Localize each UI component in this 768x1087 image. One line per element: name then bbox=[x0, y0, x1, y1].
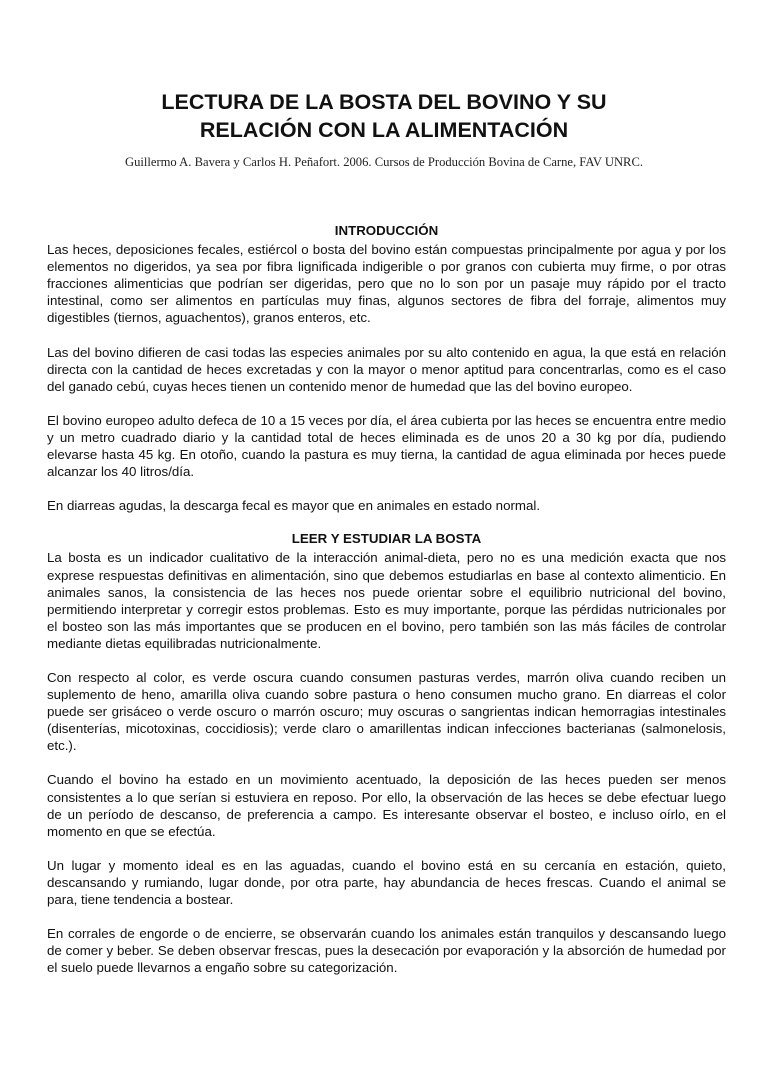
section-heading: LEER Y ESTUDIAR LA BOSTA bbox=[291, 531, 482, 547]
document-title bbox=[100, 88, 668, 144]
paragraph: Las heces, deposiciones fecales, estiércol o bosta del bovino están compuestas principalmente por agua y por los elementos no digeridos, ya sea por fibra lignificada indigerible o por granos con cubierta muy firme, o por otras fracciones alimenticias que podrían ser digeridas, pero que no lo son por un pasaje muy rápido por el tracto intestinal, como ser alimentos en partículas muy finas, algunos sectores de fibra del forraje, alimentos muy digestibles (tiernos, aguachentos), granos enteros, etc. bbox=[47, 242, 726, 326]
section-introduccion bbox=[47, 222, 726, 514]
document-body bbox=[47, 222, 726, 993]
paragraph: La bosta es un indicador cualitativo de la interacción animal-dieta, pero no es una medición exacta que nos exprese respuestas definitivas en alimentación, sino que debemos estudiarlas en base al contexto alimenticio. En animales sanos, la consistencia de las heces nos puede orientar sobre el equilibrio nutricional del bovino, permitiendo interpretar y corregir estos problemas. Esto es muy importante, porque las pérdidas nutricionales por el bosteo son las más importantes que se producen en el bovino, pero también son las más fáciles de controlar mediante dietas equilibradas nutricionalmente. bbox=[47, 550, 726, 651]
paragraph: En corrales de engorde o de encierre, se observarán cuando los animales están tranquilos y descansando luego de comer y beber. Se deben observar frescas, pues la desecación por evaporación y la absorción de humedad por el suelo puede llevarnos a engaño sobre su categorización. bbox=[47, 926, 726, 976]
paragraph: Con respecto al color, es verde oscura cuando consumen pasturas verdes, marrón oliva cuando reciben un suplemento de heno, amarilla oliva cuando sobre pastura o heno consumen mucho grano. En diarreas el color puede ser grisáceo o verde oscuro o marrón oscuro; muy oscuras o sangrientas indican hemorragias intestinales (disenterías, micotoxinas, coccidiosis); verde claro o amarillentas indican infecciones bacterianas (salmonelosis, etc.). bbox=[47, 669, 726, 754]
paragraph: Un lugar y momento ideal es en las aguadas, cuando el bovino está en su cercanía en estación, quieto, descansando y rumiando, lugar donde, por otra parte, hay abundancia de heces frescas. Cuando el animal se para, tiene tendencia a bostear. bbox=[47, 857, 726, 907]
paragraph: Cuando el bovino ha estado en un movimiento acentuado, la deposición de las heces pueden ser menos consistentes a lo que serían si estuviera en reposo. Por ello, la observación de las heces se debe efectuar luego de un período de descanso, de preferencia a campo. Es interesante observar el bosteo, e incluso oírlo, en el momento en que se efectúa. bbox=[47, 772, 726, 839]
paragraph: En diarreas agudas, la descarga fecal es mayor que en animales en estado normal. bbox=[47, 498, 541, 514]
document-title-line-2: RELACIÓN CON LA ALIMENTACIÓN bbox=[199, 118, 569, 142]
section-leer-y-estudiar bbox=[47, 530, 726, 976]
paragraph: El bovino europeo adulto defeca de 10 a 15 veces por día, el área cubierta por las heces se encuentra entre medio y un metro cuadrado diario y la cantidad total de heces eliminada es de unos 20 a 30 kg por día, pudiendo elevarse hasta 45 kg. En otoño, cuando la pastura es muy tierna, la cantidad de agua eliminada por heces puede alcanzar los 40 litros/día. bbox=[47, 412, 726, 480]
section-heading: INTRODUCCIÓN bbox=[334, 223, 439, 238]
paragraph: Las del bovino difieren de casi todas las especies animales por su alto contenido en agua, la que está en relación directa con la cantidad de heces excretadas y con la mayor o menor aptitud para concentrarlas, como es el caso del ganado cebú, cuyas heces tienen un contenido menor de humedad que las del bovino europeo. bbox=[47, 344, 726, 394]
document-title-line-1: LECTURA DE LA BOSTA DEL BOVINO Y SU bbox=[161, 90, 607, 114]
document-byline: Guillermo A. Bavera y Carlos H. Peñafort. 2006. Cursos de Producción Bovina de Carne, FAV UNRC. bbox=[124, 155, 644, 169]
